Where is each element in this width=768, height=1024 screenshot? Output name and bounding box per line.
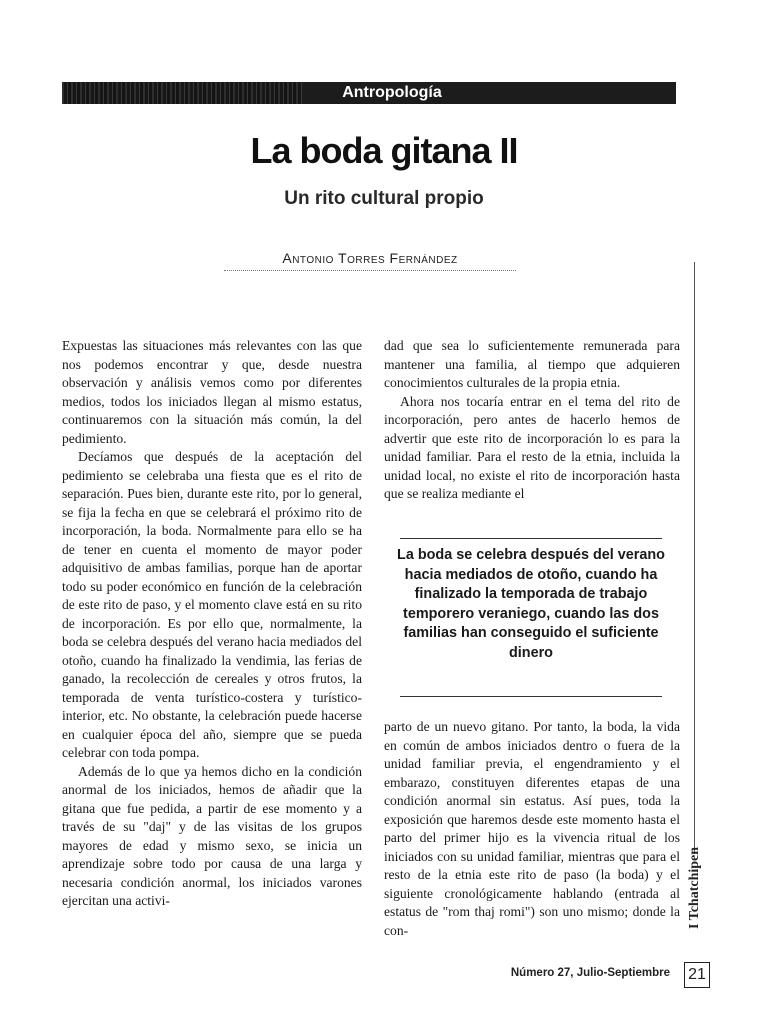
paragraph: Además de lo que ya hemos dicho en la condición anormal de los iniciados, hemos de añadir que la gitana que fue pedida, a partir de ese momento y a través de su "daj" y de las visitas de los grupos mayores de edad y mismo sexo, se inicia un aprendizaje sobre todo por causa de una larga y necesaria condición anormal, los iniciados varones ejercitan una activi- xyxy=(62,763,362,908)
paragraph: Decíamos que después de la aceptación del pedimiento se celebraba una fiesta que es el rito de separación. Pues bien, durante este rito, por lo general, se fija la fecha en que se celebrará el próximo rito de incorporación, la boda. Normalmente para ello se ha de tener en cuenta el momento de mayor poder adquisitivo de ambas familias, porque han de aportar todo su poder económico en función de la celebración de este rito de paso, y el momento clave está en su rito de incorporación. Es por ello que, normalmente, la boda se celebra después del verano hacia mediados del otoño, cuando ha finalizado la vendimia, las ferias de ganado, la recolección de cereales y otros frutos, la temporada de venta turístico-costera y turístico-interior, etc. No obstante, la celebración puede hacerse en cualquier época del año, siempre que se pueda celebrar con toda pompa. xyxy=(62,449,362,760)
magazine-name-vertical: I Tchatchipen xyxy=(687,846,702,930)
section-label: Antropología xyxy=(342,84,442,101)
sidebar-vertical-rule xyxy=(694,262,695,854)
paragraph: Ahora nos tocaría entrar en el tema del rito de incorporación, pero antes de hacerlo hemos de advertir que este rito de incorporación lo es para la unidad familiar. Para el resto de la etnia, incluida la unidad local, no existe el rito de incorporación hasta que se realiza mediante el xyxy=(384,393,680,501)
paragraph: parto de un nuevo gitano. Por tanto, la boda, la vida en común de ambos iniciados dentro o fuera de la unidad familiar previa, el engendramiento y el embarazo, constituyen diferentes etapas de una condición anormal sin estatus. Así pues, toda la exposición que haremos desde este momento hasta el parto del primer hijo es la vivencia ritual de los iniciados con su unidad familiar, mientras que para el resto de la etnia este rito de paso (la boda) y el siguiente cronológicamente hablando (entrada al estatus de "rom thaj romi") son uno mismo; donde la con- xyxy=(384,719,680,938)
pullquote-top-rule xyxy=(400,538,662,539)
body-column-left xyxy=(62,337,362,911)
pullquote: La boda se celebra después del verano hacia mediados de otoño, cuando ha finalizado la temporada de trabajo temporero veraniego, cuando las dos familias han conseguido el suficiente dinero xyxy=(397,547,665,661)
article-title: La boda gitana II xyxy=(250,130,518,171)
article-author: Antonio Torres Fernández xyxy=(282,250,458,266)
article-subtitle: Un rito cultural propio xyxy=(284,188,484,209)
paragraph: dad que sea lo suficientemente remunerada para mantener una familia, al tiempo que adquieren conocimientos culturales de la propia etnia. xyxy=(384,338,680,390)
body-column-right-top xyxy=(384,337,680,504)
section-bar-texture xyxy=(62,82,302,104)
page-number: 21 xyxy=(684,962,710,988)
body-column-right-bottom xyxy=(384,718,680,940)
author-dotted-rule xyxy=(224,270,516,271)
issue-label: Número 27, Julio-Septiembre xyxy=(510,967,670,979)
pullquote-bottom-rule xyxy=(400,696,662,697)
paragraph: Expuestas las situaciones más relevantes con las que nos podemos encontrar y que, desde nuestra observación y análisis vemos como por diferentes medios, todos los iniciados llegan al mismo estatus, continuaremos con la situación más común, la del pedimiento. xyxy=(62,338,362,446)
